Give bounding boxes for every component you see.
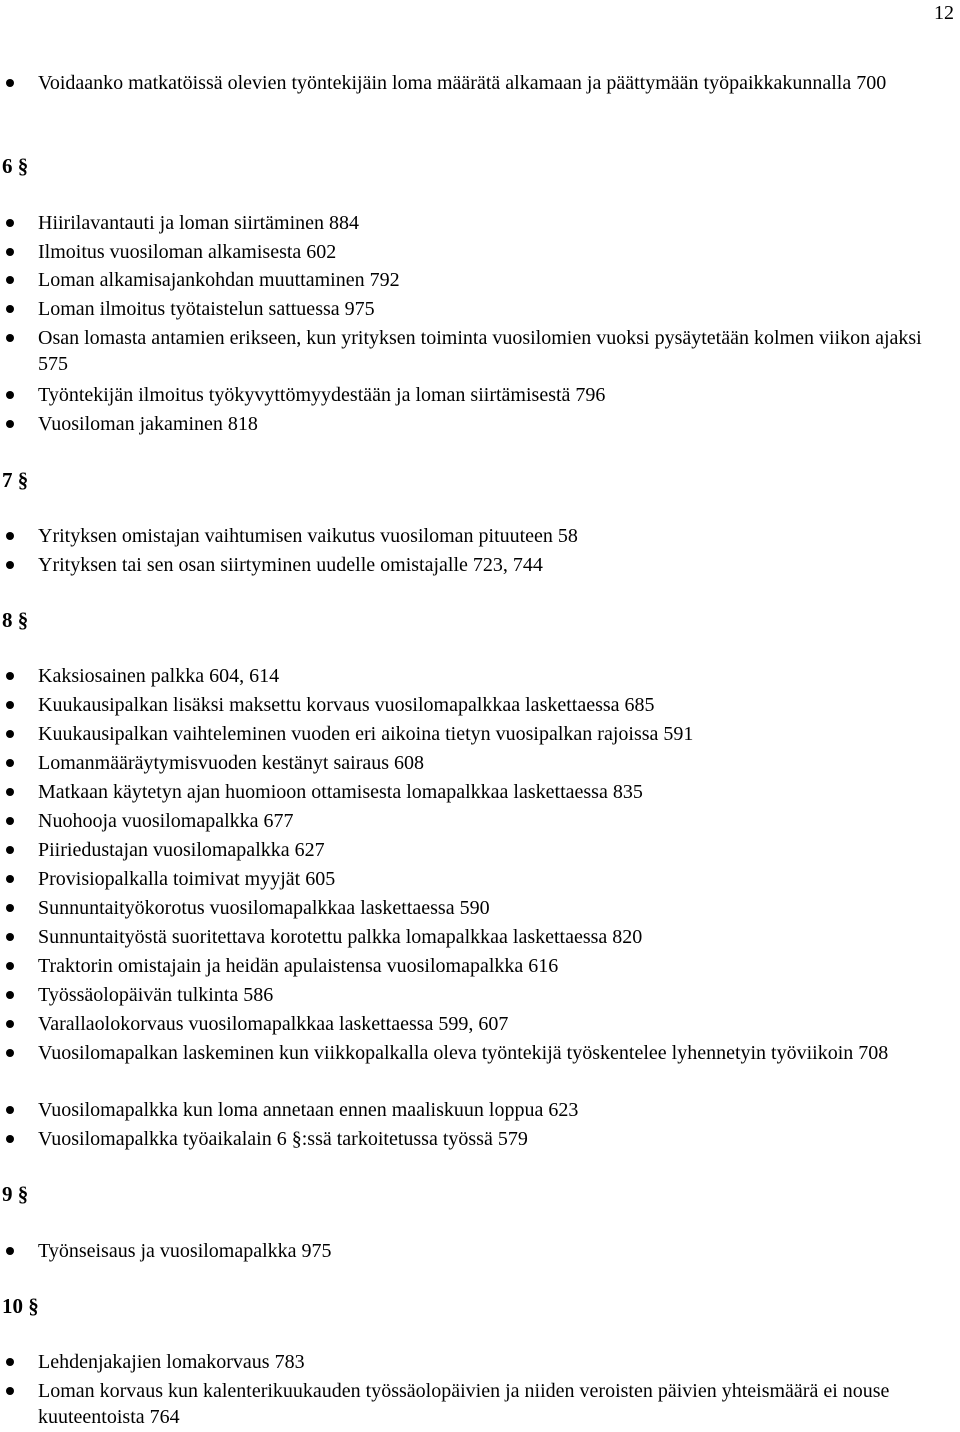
- list-item: Yrityksen omistajan vaihtumisen vaikutus vuosiloman pituuteen 58: [38, 523, 938, 549]
- list-item: Matkaan käytetyn ajan huomioon ottamisesta lomapalkkaa laskettaessa 835: [38, 779, 938, 805]
- list-item: Loman korvaus kun kalenterikuukauden työssäolopäivien ja niiden veroisten päivien yhteismäärä ei nouse kuuteentoista 764: [38, 1378, 938, 1430]
- list-item: Voidaanko matkatöissä olevien työntekijäin loma määrätä alkamaan ja päättymään työpaikkakunnalla 700: [38, 70, 938, 96]
- section-heading: 9 §: [2, 1182, 29, 1206]
- list-item: Työnseisaus ja vuosilomapalkka 975: [38, 1238, 938, 1264]
- section-heading: 10 §: [2, 1294, 39, 1318]
- list-item: Vuosilomapalkan laskeminen kun viikkopalkalla oleva työntekijä työskentelee lyhennetyin työviikoin 708: [38, 1040, 938, 1066]
- list-item: Osan lomasta antamien erikseen, kun yrityksen toiminta vuosilomien vuoksi pysäytetään kolmen viikon ajaksi 575: [38, 325, 938, 377]
- list-item: Provisiopalkalla toimivat myyjät 605: [38, 866, 938, 892]
- list-item: Vuosilomapalkka työaikalain 6 §:ssä tarkoitetussa työssä 579: [38, 1126, 938, 1152]
- list-item: Vuosiloman jakaminen 818: [38, 411, 938, 437]
- list-item: Varallaolokorvaus vuosilomapalkkaa laskettaessa 599, 607: [38, 1011, 938, 1037]
- list-item: Lomanmääräytymisvuoden kestänyt sairaus 608: [38, 750, 938, 776]
- list-item: Traktorin omistajain ja heidän apulaistensa vuosilomapalkka 616: [38, 953, 938, 979]
- section-heading: 8 §: [2, 608, 29, 632]
- list-item: Lehdenjakajien lomakorvaus 783: [38, 1349, 938, 1375]
- list-item: Hiirilavantauti ja loman siirtäminen 884: [38, 210, 938, 236]
- list-item: Kuukausipalkan vaihteleminen vuoden eri aikoina tietyn vuosipalkan rajoissa 591: [38, 721, 938, 747]
- list-item: Sunnuntaityöstä suoritettava korotettu palkka lomapalkkaa laskettaessa 820: [38, 924, 938, 950]
- list-item: Vuosilomapalkka kun loma annetaan ennen maaliskuun loppua 623: [38, 1097, 938, 1123]
- list-item: Loman alkamisajankohdan muuttaminen 792: [38, 267, 938, 293]
- section-heading: 7 §: [2, 468, 29, 492]
- list-item: Kuukausipalkan lisäksi maksettu korvaus vuosilomapalkkaa laskettaessa 685: [38, 692, 938, 718]
- list-item: Työssäolopäivän tulkinta 586: [38, 982, 938, 1008]
- list-item: Yrityksen tai sen osan siirtyminen uudelle omistajalle 723, 744: [38, 552, 938, 578]
- list-item: Sunnuntaityökorotus vuosilomapalkkaa laskettaessa 590: [38, 895, 938, 921]
- list-item: Työntekijän ilmoitus työkyvyttömyydestään ja loman siirtämisestä 796: [38, 382, 938, 408]
- list-item: Ilmoitus vuosiloman alkamisesta 602: [38, 239, 938, 265]
- list-item: Loman ilmoitus työtaistelun sattuessa 975: [38, 296, 938, 322]
- list-item: Piiriedustajan vuosilomapalkka 627: [38, 837, 938, 863]
- page-number: 12: [934, 2, 954, 24]
- list-item: Kaksiosainen palkka 604, 614: [38, 663, 938, 689]
- list-item: Nuohooja vuosilomapalkka 677: [38, 808, 938, 834]
- section-heading: 6 §: [2, 154, 29, 178]
